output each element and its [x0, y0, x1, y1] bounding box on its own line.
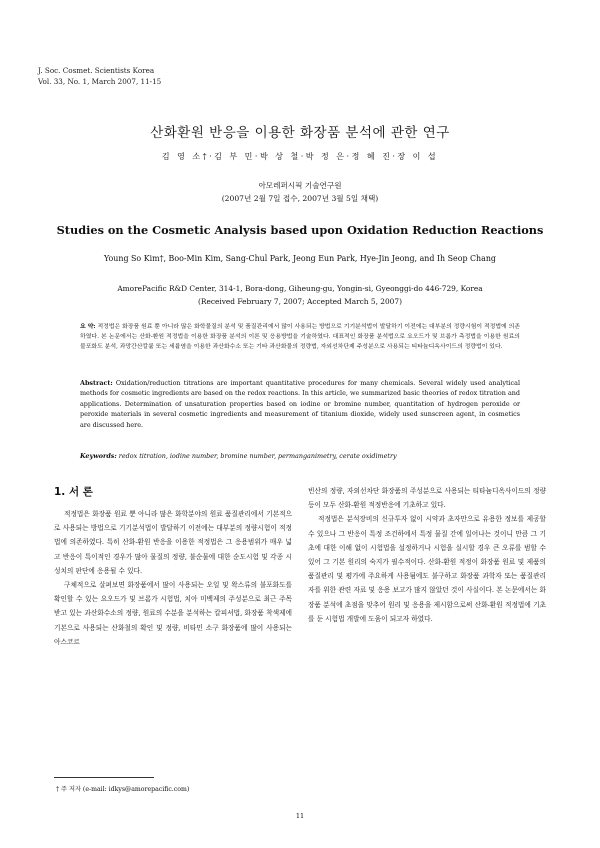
keywords-label: Keywords: [80, 452, 117, 460]
abstract-english [80, 378, 520, 430]
intro-paragraph-4: 적정법은 분석장비의 신규투자 없이 시약과 초자만으로 유용한 정보를 제공할 수 있으나 그 반응이 특정 조건하에서 특정 물질 간에 일어나는 것이니 만큼 그 기초에 대한 이해 없이 시험법을 설정하거나 시험을 실시할 경우 큰 오류를 범할 수 있어 그 기본 원리의 숙지가 필수적이다. 산화-환원 적정이 화장품 원료 및 제품의 품질관리 및 평가에 주요하게 사용됨에도 불구하고 화장품 과학자 또는 품질관리자를 위한 관련 자료 및 응용 보고가 많지 않았던 것이 사실이다. 본 논문에서는 화장품 분석에 초점을 맞추어 원리 및 응용을 제시함으로써 산화-환원 적정법에 기초를 둔 시험법 개발에 도움이 되고자 하였다. [308, 515, 546, 623]
intro-paragraph-1: 적정법은 화장품 원료 뿐 아니라 많은 화학분야의 원료 품질관리에서 기본적으로 사용되는 방법으로 기기분석법이 발달하기 이전에는 대부분의 정량시험이 적정법에 의존하였다. 특히 산화-환원 반응을 이용한 적정법은 그 응용범위가 매우 넓고 반응이 특이적인 경우가 많아 물질의 정량, 불순물에 대한 순도시험 및 각종 시성치의 판단에 응용될 수 있다. [54, 510, 292, 575]
intro-paragraph-2: 구체적으로 살펴보면 화장품에서 많이 사용되는 오일 및 왁스류의 불포화도를 확인할 수 있는 요오드가 및 브롬가 시험법, 치아 미백제의 주성분으로 최근 주목받고 있는 과산화수소의 정량, 원료의 수분을 분석하는 칼피셔법, 화장품 착색제에 기본으로 사용되는 산화철의 확인 및 정량, 비타민 소구 화장품에 많이 사용되는 아스코르 [54, 581, 292, 646]
affiliation-korean: 아모레퍼시픽 기술연구원 [258, 181, 342, 190]
left-column [54, 484, 292, 649]
footnote: † 주 저자 (e-mail: idkys@amorepacific.com) [56, 786, 190, 793]
intro-paragraph-3: 빈산의 정량, 자외선차단 화장품의 주성분으로 사용되는 티타늄디옥사이드의 정량 등이 모두 산화-환원 적정반응에 기초하고 있다. [308, 487, 546, 510]
abstract-english-text: Oxidation/reduction titrations are important quantitative procedures for many chemicals. Several widely used analytical methods for cosmetic ingredients are based on the redox reactions. In this article, we summarized basic theories of redox titration and applications. Determination of unsaturation properties based on iodine or bromine number, quantitation of hydrogen peroxide or peroxide materials in several cosmetic ingredients and measurement of titanium dioxide, widely used sunscreen agent, in cosmetics are discussed here. [80, 379, 520, 429]
journal-info [38, 66, 161, 87]
keywords [80, 452, 520, 460]
affiliation-english: AmorePacific R&D Center, 314-1, Bora-dong, Giheung-gu, Yongin-si, Gyeonggi-do 446-729, Korea [117, 284, 483, 293]
abstract-english-label: Abstract: [80, 379, 113, 387]
received-date-korean: (2007년 2월 7일 접수, 2007년 3월 5일 채택) [221, 194, 379, 203]
journal-name: J. Soc. Cosmet. Scientists Korea [38, 66, 155, 75]
keywords-text: redox titration, iodine number, bromine number, permanganimetry, cerate oxidimetry [118, 452, 397, 460]
footnote-divider [54, 777, 154, 778]
received-date-english: (Received February 7, 2007; Accepted March 5, 2007) [198, 297, 402, 306]
page-number: 11 [295, 812, 305, 820]
right-column [308, 484, 546, 626]
section-heading-introduction: 1. 서 론 [54, 486, 93, 498]
abstract-korean [80, 322, 520, 352]
abstract-korean-text: 적정법은 화장품 원료 뿐 아니라 많은 화학물질의 분석 및 품질관리에서 많이 사용되는 방법으로 기기분석법이 발달하기 이전에는 대부분의 정량시험이 적정법에 의존하였다. 본 논문에서는 산화-환원 적정법을 이용한 화장품 분석의 이론 및 응용방법을 기술하였다. 대표적인 화장품 분석법으로 요오드가 및 브롬가 측정법을 이용한 원료의 불포화도 분석, 과망간산칼륨 또는 세륨염을 이용한 과산화수소 또는 기타 과산화물의 정량법, 자외선차단제 주성분으로 사용되는 티타늄디옥사이드의 정량법이 있다. [80, 324, 521, 350]
title-english: Studies on the Cosmetic Analysis based upon Oxidation Reduction Reactions [56, 223, 544, 237]
journal-volume: Vol. 33, No. 1, March 2007, 11-15 [38, 76, 162, 86]
title-korean: 산화환원 반응을 이용한 화장품 분석에 관한 연구 [150, 125, 450, 141]
abstract-korean-label: 요 약: [80, 323, 96, 330]
authors-korean: 김 영 소†·김 부 민·박 상 철·박 정 은·정 혜 진·장 이 섭 [161, 152, 439, 161]
authors-english: Young So Kim†, Boo-Min Kim, Sang-Chul Park, Jeong Eun Park, Hye-Jin Jeong, and Ih Seop Chang [104, 254, 496, 263]
